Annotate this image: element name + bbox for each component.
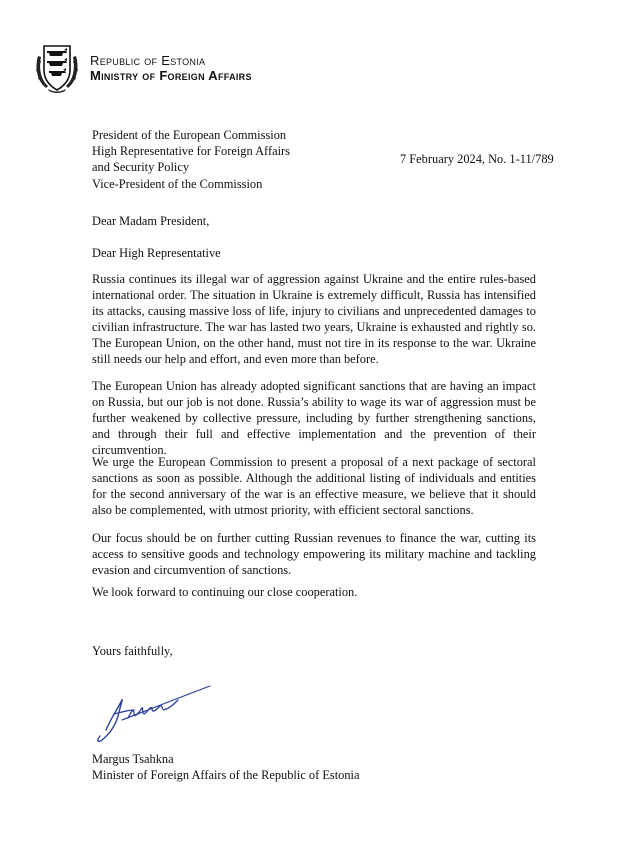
signature-icon — [88, 670, 218, 750]
coat-of-arms-icon — [34, 42, 80, 94]
body-paragraph: The European Union has already adopted significant sanctions that are having an impact on Russia, but our job is not done. Russia’s ability to wage its war of aggression must be further weakened by collective pressure, including by further strengthening sanctions, and through their full and effective implementation and the prevention of their circumvention. — [92, 379, 536, 458]
body-paragraph: We look forward to continuing our close cooperation. — [92, 585, 358, 599]
addressee-line: Vice-President of the Commission — [92, 176, 263, 191]
signer-name: Margus Tsahkna — [92, 752, 174, 766]
salutation: Dear High Representative — [92, 246, 221, 260]
republic-name: Republic of Estonia — [90, 53, 206, 68]
signer-title: Minister of Foreign Affairs of the Republic of Estonia — [92, 768, 360, 782]
addressee-line: High Representative for Foreign Affairs — [92, 144, 290, 159]
body-paragraph: We urge the European Commission to present a proposal of a next package of sectoral sanctions as soon as possible. Although the additional listing of individuals and entities for the second anniversary of the war is an effective measure, we believe that it should also be complemented, with utmost priority, with efficient sectoral sanctions. — [92, 455, 536, 518]
addressee-line: and Security Policy — [92, 160, 190, 175]
date-reference: 7 February 2024, No. 1-11/789 — [400, 152, 554, 166]
addressee-line: President of the European Commission — [92, 128, 287, 142]
salutation: Dear Madam President, — [92, 214, 210, 228]
letterhead — [34, 42, 252, 94]
closing: Yours faithfully, — [92, 644, 173, 658]
addressee-block — [92, 127, 290, 192]
signer-block — [92, 751, 360, 783]
body-paragraph: Russia continues its illegal war of aggression against Ukraine and the entire rules-based international order. The situation in Ukraine is extremely difficult, Russia has intensified its attacks, causing massive loss of life, injury to civilians and unprecedented damages to civilian infrastructure. The war has lasted two years, Ukraine is exhausted and rightly so. The European Union, on the other hand, must not tire in its response to the war. Ukraine still needs our help and effort, and even more than before. — [92, 272, 536, 367]
body-paragraph: Our focus should be on further cutting Russian revenues to finance the war, cutting its access to sensitive goods and technology empowering its military machine and tackling evasion and circumvention of sanctions. — [92, 531, 536, 578]
letterhead-text — [90, 53, 252, 83]
ministry-name: Ministry of Foreign Affairs — [90, 68, 252, 83]
